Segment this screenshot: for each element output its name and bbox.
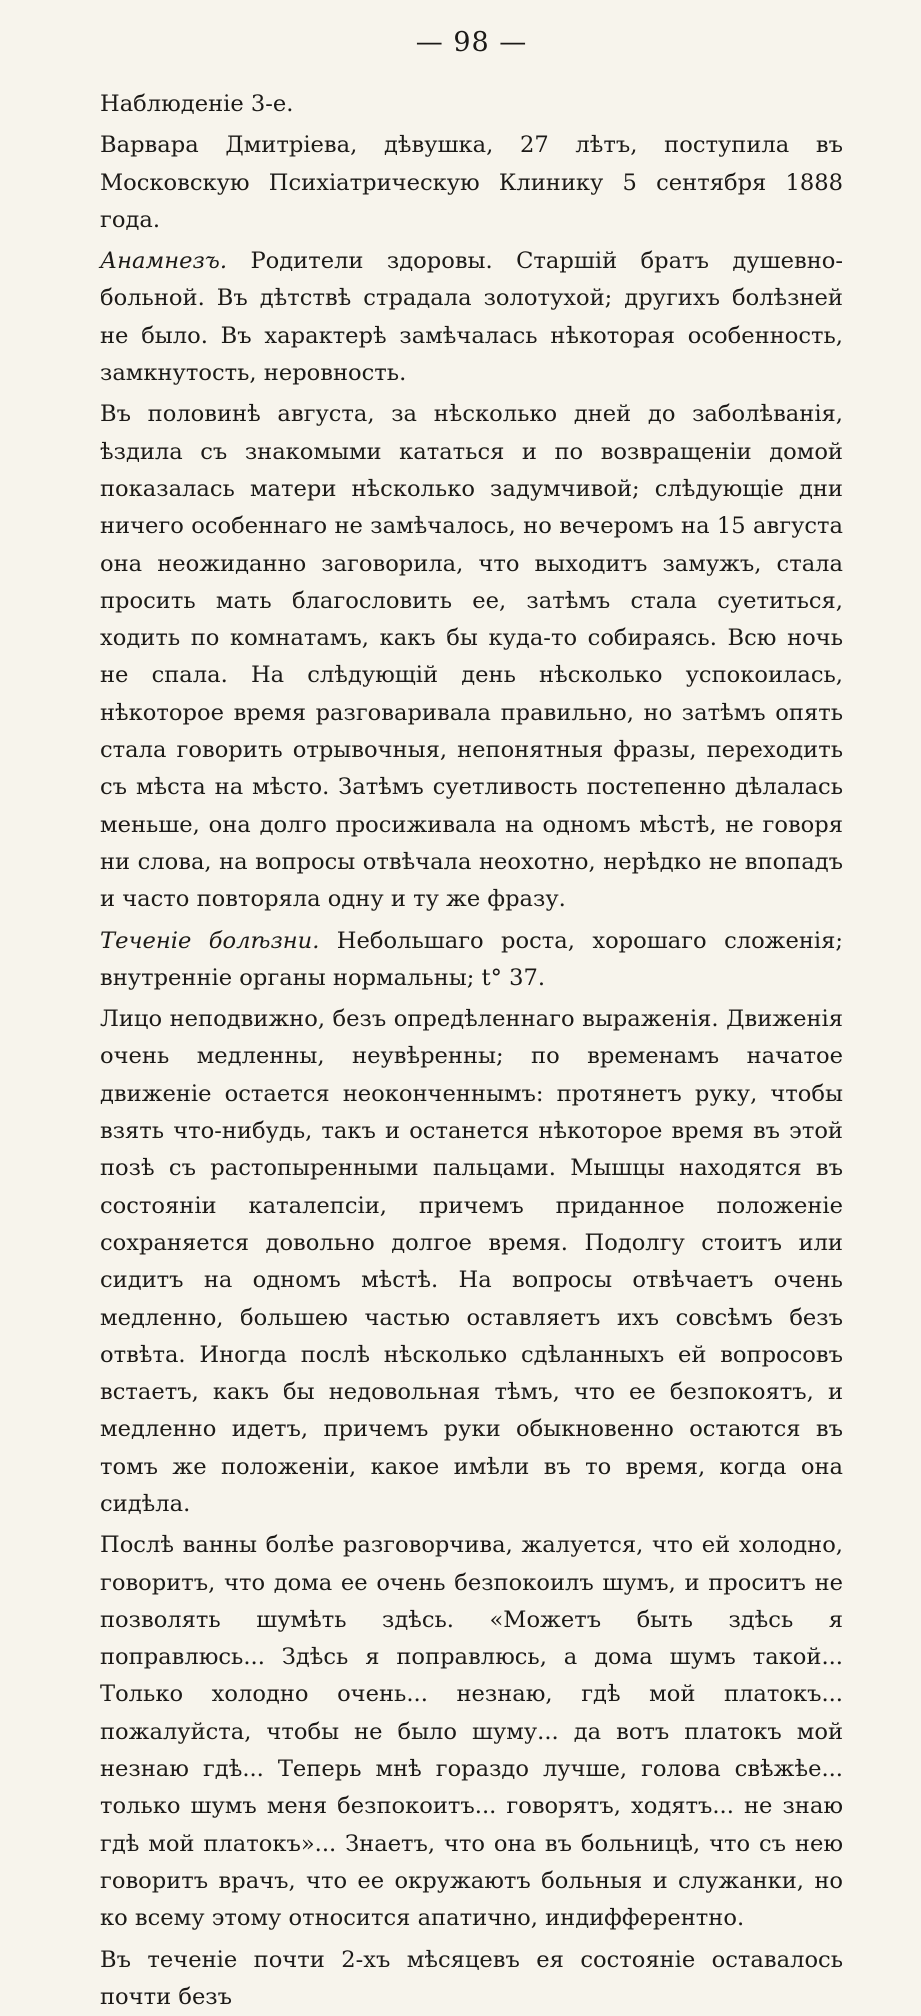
paragraph-text: Родители здоровы. Старшій братъ душевно-больной. Въ дѣтствѣ страдала золотухой; другихъ болѣзней не было. Въ характерѣ замѣчалась нѣкоторая особенность, замкнутость, неровность. <box>100 248 843 387</box>
paragraph-patient-intro <box>100 127 843 239</box>
paragraph-face-movements <box>100 1001 843 1523</box>
paragraph-text: Лицо неподвижно, безъ опредѣленнаго выраженія. Движенія очень медленны, неувѣренны; по временамъ начатое движеніе остается неоконченнымъ: протянетъ руку, чтобы взять что-нибудь, такъ и останется нѣкоторое время въ этой позѣ съ растопыренными пальцами. Мышцы находятся въ состояніи каталепсіи, причемъ приданное положеніе сохраняется довольно долгое время. Подолгу стоитъ или сидитъ на одномъ мѣстѣ. На вопросы отвѣчаетъ очень медленно, большею частью оставляетъ ихъ совсѣмъ безъ отвѣта. Иногда послѣ нѣсколько сдѣланныхъ ей вопросовъ встаетъ, какъ бы недовольная тѣмъ, что ее безпокоятъ, и медленно идетъ, причемъ руки обыкновенно остаются въ томъ же положеніи, какое имѣли въ то время, когда она сидѣла. <box>100 1006 843 1517</box>
paragraph-text: Въ половинѣ августа, за нѣсколько дней до заболѣванія, ѣздила съ знакомыми кататься и по возвращеніи домой показалась матери нѣсколько задумчивой; слѣдующіе дни ничего особеннаго не замѣчалось, но вечеромъ на 15 августа она неожиданно заговорила, что выходитъ замужъ, стала просить мать благословить ее, затѣмъ стала суетиться, ходить по комнатамъ, какъ бы куда-то собираясь. Всю ночь не спала. На слѣдующій день нѣсколько успокоилась, нѣкоторое время разговаривала правильно, но затѣмъ опять стала говорить отрывочныя, непонятныя фразы, переходить съ мѣста на мѣсто. Затѣмъ суетливость постепенно дѣлалась меньше, она долго просиживала на одномъ мѣстѣ, не говоря ни слова, на вопросы отвѣчала неохотно, нерѣдко не впопадъ и часто повторяла одну и ту же фразу. <box>100 401 843 913</box>
paragraph-text: Варвара Дмитріева, дѣвушка, 27 лѣтъ, поступила въ Московскую Психіатрическую Клинику 5 сентября 1888 года. <box>100 132 843 233</box>
observation-title-text: Наблюденіе 3-е. <box>100 91 294 117</box>
paragraph-after-bath <box>100 1527 843 1937</box>
page-number: — 98 — <box>415 27 528 58</box>
paragraph-anamnesis <box>100 243 843 392</box>
page-text <box>100 86 843 2016</box>
paragraph-two-months <box>100 1942 843 2016</box>
observation-title <box>100 86 843 123</box>
paragraph-text: Послѣ ванны болѣе разговорчива, жалуется, что ей холодно, говоритъ, что дома ее очень безпокоилъ шумъ, и проситъ не позволять шумѣть здѣсь. «Можетъ быть здѣсь я поправлюсь... Здѣсь я поправлюсь, а дома шумъ такой... Только холодно очень... незнаю, гдѣ мой платокъ... пожалуйста, чтобы не было шуму... да вотъ платокъ мой незнаю гдѣ... Теперь мнѣ гораздо лучше, голова свѣжѣе... только шумъ меня безпокоитъ... говорятъ, ходятъ... не знаю гдѣ мой платокъ»... Знаетъ, что она въ больницѣ, что съ нею говоритъ врачъ, что ее окружаютъ больныя и служанки, но ко всему этому относится апатично, индифферентно. <box>100 1532 843 1932</box>
paragraph-course <box>100 923 843 998</box>
paragraph-onset <box>100 396 843 918</box>
paragraph-text: Въ теченіе почти 2-хъ мѣсяцевъ ея состояніе оставалось почти безъ <box>100 1946 843 2010</box>
course-label: Теченіе болѣзни. <box>100 927 320 954</box>
anamnesis-label: Анамнезъ. <box>100 248 228 275</box>
paragraph-text: Небольшаго роста, хорошаго сложенія; внутренніе органы нормальны; t° 37. <box>100 927 843 991</box>
